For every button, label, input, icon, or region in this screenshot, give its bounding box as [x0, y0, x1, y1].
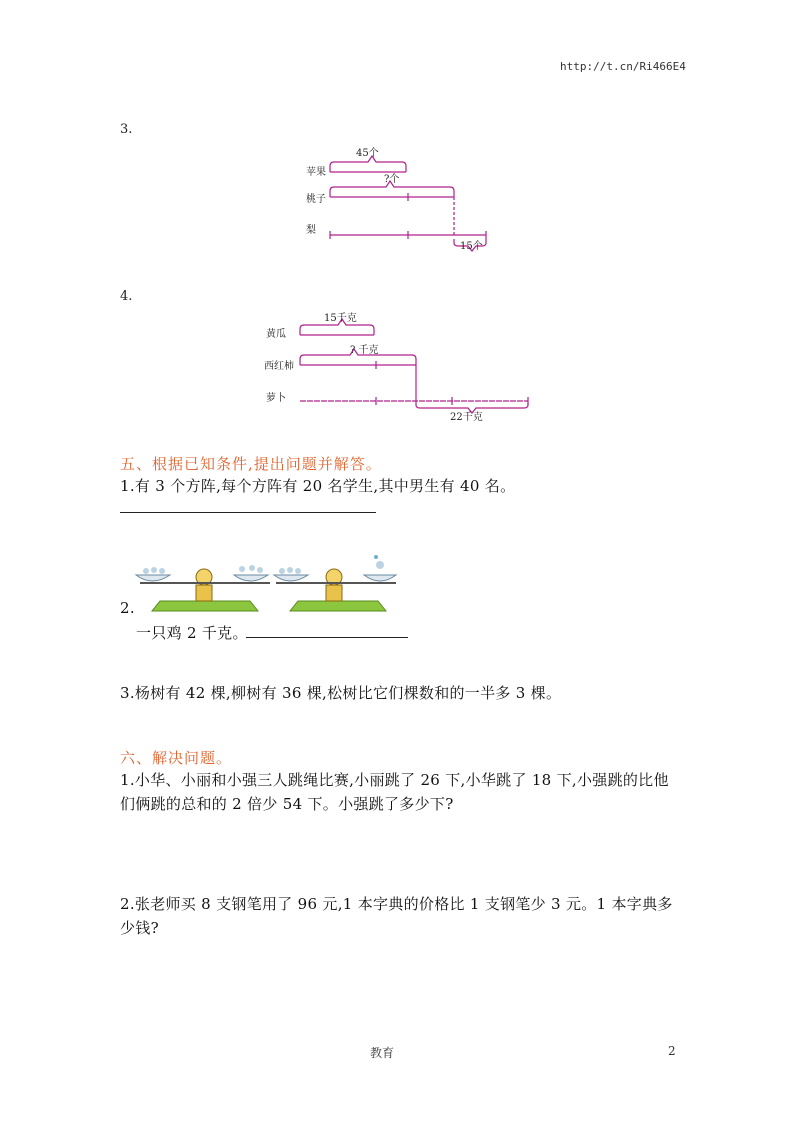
section-5-q1: 1.有 3 个方阵,每个方阵有 20 名学生,其中男生有 40 名。: [120, 477, 516, 495]
cucumber-label: 黄瓜: [266, 329, 286, 340]
header-url: http://t.cn/Ri466E4: [560, 60, 686, 73]
radish-diff: 22千克: [450, 412, 483, 423]
peach-amount: ?个: [384, 174, 400, 185]
pear-label: 梨: [306, 225, 316, 236]
tomato-label: 西红柿: [264, 361, 294, 372]
section-6-title: 六、解决问题。: [120, 749, 233, 767]
radish-label: 萝卜: [266, 393, 286, 404]
section-5-q2-number: 2.: [120, 599, 135, 617]
section-6-q1-line2: 们俩跳的总和的 2 倍少 54 下。小强跳了多少下?: [120, 795, 454, 813]
problem-3-number: 3.: [120, 122, 133, 137]
section-6-q1-line1: 1.小华、小丽和小强三人跳绳比赛,小丽跳了 26 下,小华跳了 18 下,小强跳的比他: [120, 771, 669, 789]
section-6-q2-line2: 少钱?: [120, 919, 159, 937]
section-5-q2-text: 一只鸡 2 千克。: [136, 624, 248, 642]
problem-4-diagram: [260, 305, 540, 425]
apple-label: 苹果: [306, 167, 326, 178]
problem-4-number: 4.: [120, 289, 133, 304]
section-5-q3: 3.杨树有 42 棵,柳树有 36 棵,松树比它们棵数和的一半多 3 棵。: [120, 684, 562, 702]
footer-label: 教育: [370, 1046, 395, 1060]
page-number: 2: [668, 1044, 676, 1058]
section-6-q2-line1: 2.张老师买 8 支钢笔用了 96 元,1 本字典的价格比 1 支钢笔少 3 元。1 本字典多: [120, 895, 673, 913]
peach-label: 桃子: [306, 194, 326, 205]
section-5-title: 五、根据已知条件,提出问题并解答。: [120, 455, 382, 473]
balance-scale-icon: [130, 553, 400, 615]
problem-3-diagram: [290, 140, 510, 260]
cucumber-amount: 15千克: [324, 313, 357, 324]
q2-answer-line: [246, 637, 408, 638]
q1-answer-line: [120, 512, 376, 513]
tomato-amount: ? 千克: [350, 345, 379, 356]
pear-diff: 15个: [460, 241, 483, 252]
apple-amount: 45个: [356, 148, 379, 159]
